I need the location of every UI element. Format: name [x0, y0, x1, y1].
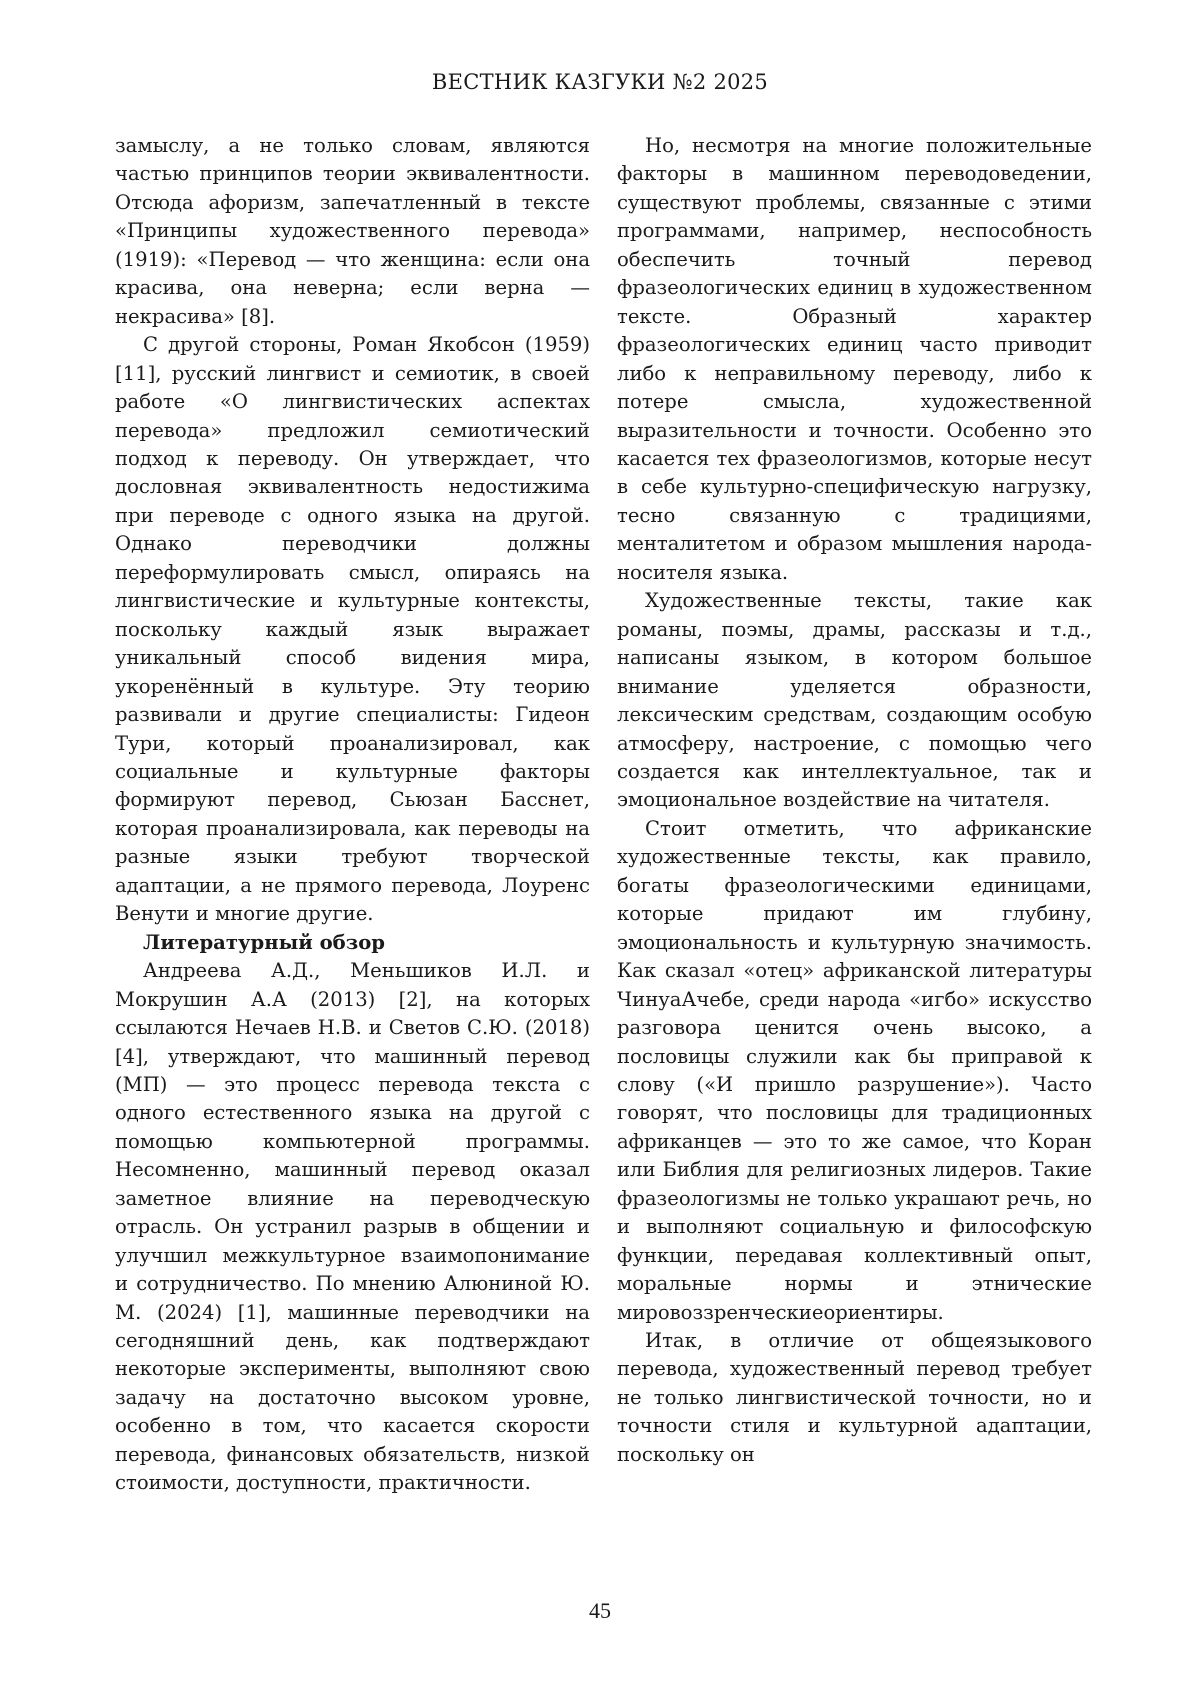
left-paragraph-1: замыслу, а не только словам, являются частью принципов теории эквивалентности. Отсюда афоризм, запечатленный в тексте «Принципы художественного перевода» (1919): «Перевод — что женщина: если она красива, она неверна; если верна — некрасива» [8]. — [115, 134, 590, 328]
right-paragraph-2: Художественные тексты, такие как романы, поэмы, драмы, рассказы и т.д., написаны языком, в котором большое внимание уделяется образности, лексическим средствам, создающим особую атмосферу, настроение, с помощью чего создается как интеллектуальное, так и эмоциональное воздействие на читателя. — [617, 589, 1092, 812]
right-paragraph-3: Стоит отметить, что африканские художественные тексты, как правило, богаты фразеологическими единицами, которые придают им глубину, эмоциональность и культурную значимость. Как сказал «отец» африканской литературы ЧинуаАчебе, среди народа «игбо» искусство разговора ценится очень высоко, а пословицы служили как бы приправой к слову («И пришло разрушение»). Часто говорят, что пословицы для традиционных африканцев — это то же самое, что Коран или Библия для религиозных лидеров. Такие фразеологизмы не только украшают речь, но и выполняют социальную и философскую функции, передавая коллективный опыт, моральные нормы и этнические мировоззренческиеориентиры. — [617, 816, 1092, 1324]
left-paragraph-3: Андреева А.Д., Меньшиков И.Л. и Мокрушин А.А (2013) [2], на которых ссылаются Нечаев Н.В. и Светов С.Ю. (2018) [4], утверждают, что машинный перевод (МП) — это процесс перевода текста с одного естественного языка на другой с помощью компьютерной программы. Несомненно, машинный перевод оказал заметное влияние на переводческую отрасль. Он устранил разрыв в общении и улучшил межкультурное взаимопонимание и сотрудничество. По мнению Алюниной Ю. М. (2024) [1], машинные переводчики на сегодняшний день, как подтверждают некоторые эксперименты, выполняют свою задачу на достаточно высоком уровне, особенно в том, что касается скорости перевода, финансовых обязательств, низкой стоимости, доступности, практичности. — [115, 959, 590, 1495]
right-paragraph-4: Итак, в отличие от общеязыкового перевода, художественный перевод требует не только лингвистической точности, но и точности стиля и культурной адаптации, поскольку он — [617, 1329, 1092, 1466]
right-paragraph-1: Но, несмотря на многие положительные факторы в машинном переводоведении, существуют проблемы, связанные с этими программами, например, неспособность обеспечить точный перевод фразеологических единиц в художественном тексте. Образный характер фразеологических единиц часто приводит либо к неправильному переводу, либо к потере смысла, художественной выразительности и точности. Особенно это касается тех фразеологизмов, которые несут в себе культурно-специфическую нагрузку, тесно связанную с традициями, менталитетом и образом мышления народа-носителя языка. — [617, 134, 1092, 584]
left-paragraph-2: С другой стороны, Роман Якобсон (1959) [11], русский лингвист и семиотик, в своей работе «О лингвистических аспектах перевода» предложил семиотический подход к переводу. Он утверждает, что дословная эквивалентность недостижима при переводе с одного языка на другой. Однако переводчики должны переформулировать смысл, опираясь на лингвистические и культурные контексты, поскольку каждый язык выражает уникальный способ видения мира, укоренённый в культуре. Эту теорию развивали и другие специалисты: Гидеон Тури, который проанализировал, как социальные и культурные факторы формируют перевод, Сьюзан Басснет, которая проанализировала, как переводы на разные языки требуют творческой адаптации, а не прямого перевода, Лоуренс Венути и многие другие. — [115, 333, 590, 926]
journal-header: ВЕСТНИК КАЗГУКИ №2 2025 — [431, 70, 769, 94]
left-column — [115, 132, 590, 1498]
page-number: 45 — [589, 1598, 611, 1623]
section-heading-literature-review: Литературный обзор — [143, 930, 385, 954]
right-column — [617, 132, 1092, 1469]
